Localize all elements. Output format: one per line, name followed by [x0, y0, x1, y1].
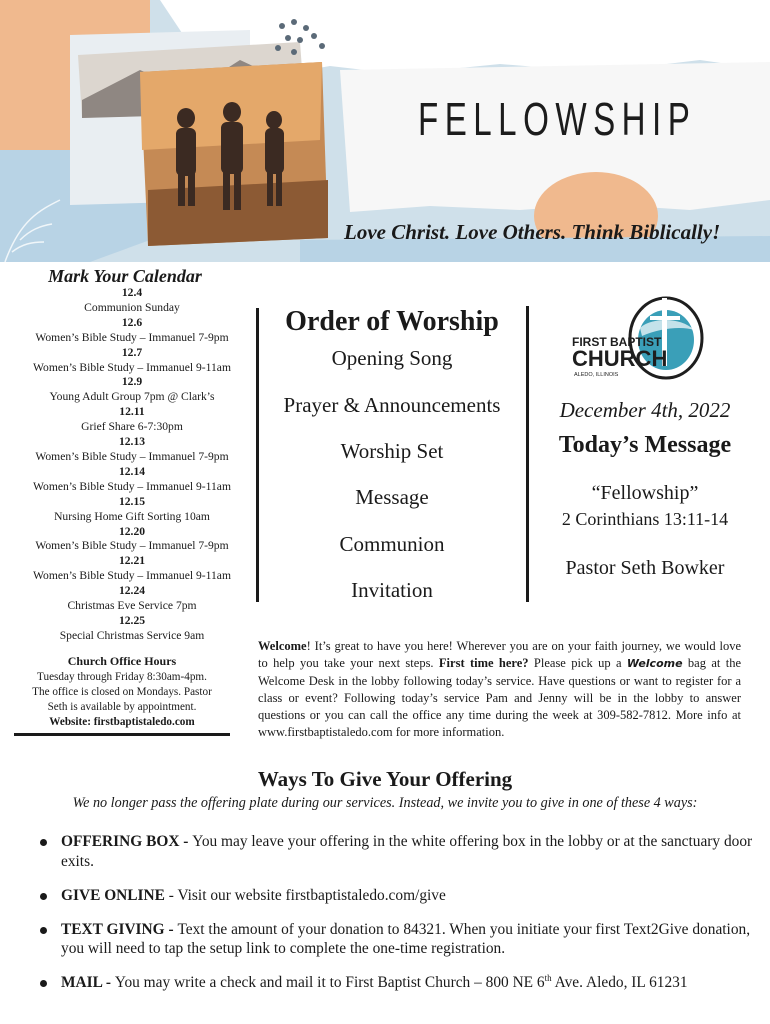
welcome-text: Please pick up a — [528, 656, 627, 671]
header-banner — [0, 0, 770, 262]
calendar-date: 12.20 — [118, 524, 146, 538]
giving-option — [40, 832, 756, 871]
office-divider — [14, 733, 230, 736]
giving-option-label: TEXT GIVING - — [61, 920, 178, 938]
giving-option-text: Text the amount of your donation to 84321. When you initiate your first Text2Give donation, you will need to tap the setup link to complete the one-time registration. — [61, 920, 751, 957]
giving-option-text: Ave. Aledo, IL 61231 — [551, 973, 688, 991]
calendar-event: Christmas Eve Service 7pm — [67, 599, 197, 613]
calendar-date: 12.9 — [121, 375, 143, 389]
bullet-icon — [40, 927, 47, 934]
worship-item: Prayer & Announcements — [283, 393, 501, 417]
giving-option-text: - Visit our website firstbaptistaledo.com/give — [164, 887, 446, 904]
giving-subtitle: We no longer pass the offering plate during our services. Instead, we invite you to give in one of these 4 ways: — [72, 795, 698, 811]
worship-item: Communion — [339, 532, 445, 556]
banner-title: FELLOWSHIP — [418, 93, 697, 145]
giving-option-text: You may leave your offering in the white offering box in the lobby or at the sanctuary door exits. — [61, 833, 753, 870]
calendar-title: Mark Your Calendar — [48, 266, 202, 286]
giving-option-label: GIVE ONLINE — [61, 887, 165, 904]
calendar-event: Women’s Bible Study – Immanuel 7-9pm — [35, 539, 229, 553]
giving-options-list — [40, 832, 756, 992]
welcome-text: ! It’s great to have you here! Wherever you are on your faith journey, we would love to help you take your next steps. — [258, 639, 741, 671]
welcome-lead: Welcome — [258, 639, 307, 653]
ordinal-suffix: th — [544, 972, 552, 983]
todays-message-heading: Today’s Message — [558, 432, 732, 458]
right-divider — [526, 306, 529, 602]
scripture-reference: 2 Corinthians 13:11-14 — [561, 509, 729, 529]
left-divider — [256, 308, 259, 602]
office-hours-heading: Church Office Hours — [67, 654, 177, 668]
worship-item: Opening Song — [331, 346, 453, 370]
calendar-date: 12.14 — [118, 464, 146, 478]
bullet-icon — [40, 839, 47, 846]
calendar-date: 12.7 — [121, 345, 143, 359]
worship-item: Message — [355, 485, 429, 509]
calendar-event: Grief Share 6-7:30pm — [81, 420, 183, 434]
order-of-worship-title: Order of Worship — [285, 306, 499, 337]
giving-title: Ways To Give Your Offering — [257, 767, 513, 791]
bullet-icon — [40, 893, 47, 900]
giving-option — [40, 886, 756, 906]
first-time-label: First time here? — [438, 656, 529, 671]
calendar-event: Communion Sunday — [84, 300, 180, 314]
church-logo — [570, 288, 710, 388]
calendar-event: Young Adult Group 7pm @ Clark’s — [49, 390, 215, 404]
calendar-event: Women’s Bible Study – Immanuel 7-9pm — [35, 330, 229, 344]
calendar-date: 12.11 — [119, 405, 145, 419]
pastor-name: Pastor Seth Bowker — [565, 557, 725, 579]
calendar-date: 12.15 — [118, 494, 146, 508]
welcome-paragraph — [258, 638, 741, 742]
banner-tagline: Love Christ. Love Others. Think Biblically! — [344, 220, 721, 244]
calendar-event: Women’s Bible Study – Immanuel 9-11am — [33, 360, 231, 374]
giving-option — [40, 920, 756, 959]
office-website[interactable]: Website: firstbaptistaledo.com — [49, 716, 195, 728]
giving-option-label: MAIL - — [61, 973, 115, 991]
welcome-text: bag at the Welcome Desk in the lobby following today’s service. Have questions or want to register for a class or event? Following today’s service Pam and Jenny will be in the lobby to answer questions or you can call the office any time during the week at 309-582-7812. More info at www.firstbaptistaledo.com for more information. — [258, 656, 741, 740]
calendar-date: 12.21 — [118, 554, 146, 568]
calendar-event: Nursing Home Gift Sorting 10am — [54, 509, 210, 523]
bullet-icon — [40, 980, 47, 987]
church-logo-icon — [570, 288, 710, 388]
welcome-script-word: Welcome — [626, 657, 683, 671]
giving-option-text: You may write a check and mail it to First Baptist Church – 800 NE 6 — [114, 973, 545, 991]
calendar-date: 12.13 — [118, 435, 146, 449]
service-date: December 4th, 2022 — [559, 398, 731, 422]
logo-line-3: ALEDO, ILLINOIS — [574, 372, 619, 378]
logo-line-2: CHURCH — [572, 346, 668, 371]
calendar-date: 12.6 — [121, 315, 143, 329]
calendar-list — [0, 286, 264, 644]
calendar-date: 12.4 — [121, 286, 143, 299]
calendar-date: 12.25 — [118, 613, 146, 627]
calendar-date: 12.24 — [118, 584, 146, 598]
office-hours-line: Tuesday through Friday 8:30am-4pm. — [37, 671, 207, 683]
worship-item: Worship Set — [340, 439, 444, 463]
office-hours-line: The office is closed on Mondays. Pastor — [32, 686, 212, 698]
office-hours-box — [14, 654, 230, 730]
calendar-event: Women’s Bible Study – Immanuel 9-11am — [33, 479, 231, 493]
message-title: “Fellowship” — [591, 482, 699, 504]
office-hours-line: Seth is available by appointment. — [47, 701, 197, 713]
calendar-event: Women’s Bible Study – Immanuel 7-9pm — [35, 449, 229, 463]
giving-option — [40, 973, 756, 993]
calendar-event: Special Christmas Service 9am — [59, 628, 205, 642]
worship-item: Invitation — [351, 578, 433, 602]
calendar-event: Women’s Bible Study – Immanuel 9-11am — [33, 569, 231, 583]
logo-line-1: FIRST BAPTIST — [572, 335, 662, 349]
giving-option-label: OFFERING BOX - — [61, 833, 193, 850]
